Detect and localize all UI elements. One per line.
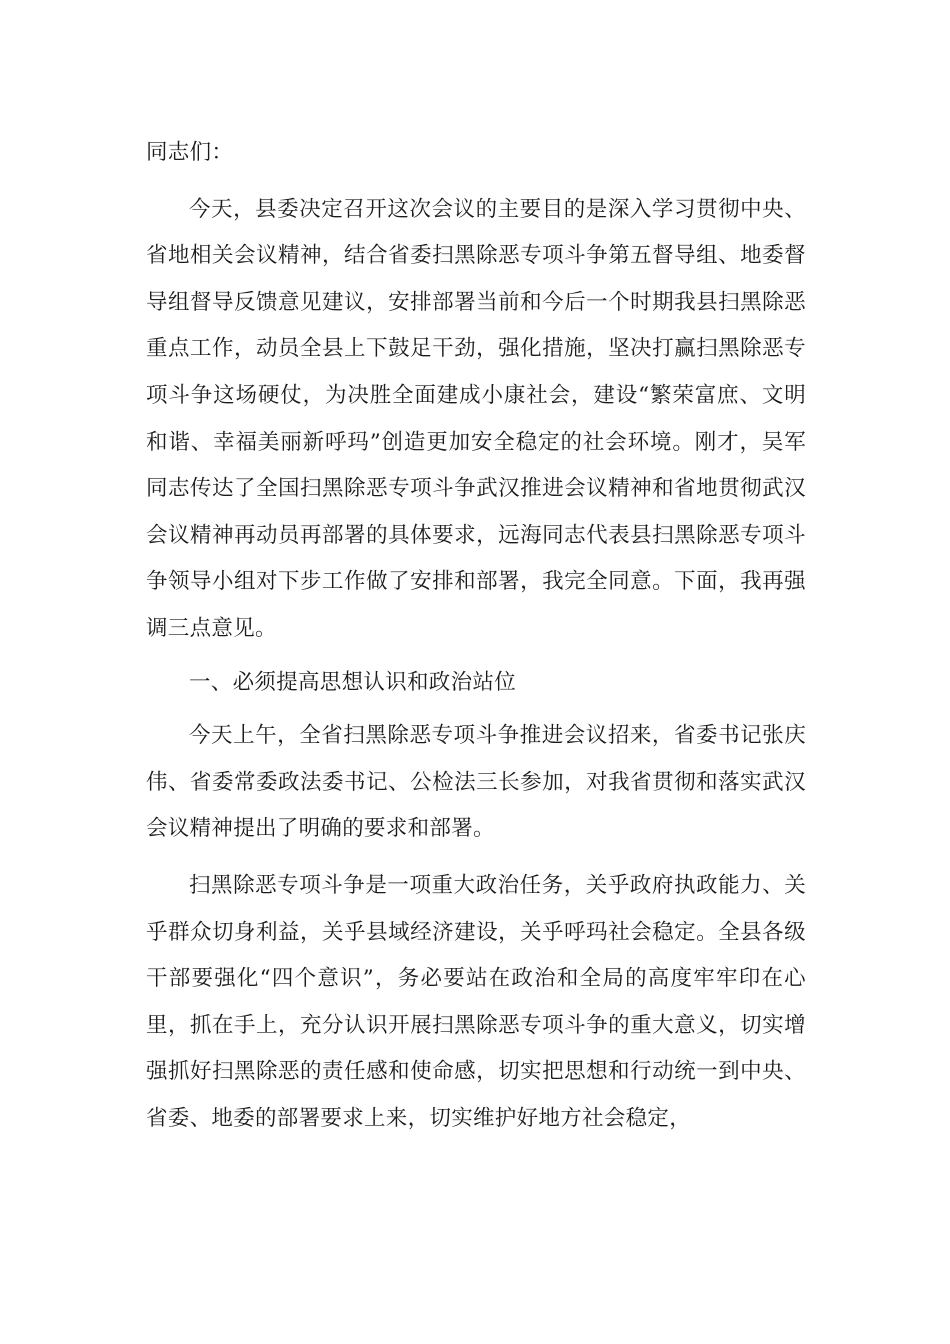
- paragraph-opening: 今天，县委决定召开这次会议的主要目的是深入学习贯彻中央、省地相关会议精神，结合省委扫黑除恶专项斗争第五督导组、地委督导组督导反馈意见建议，安排部署当前和今后一个时期我县扫黑除恶重点工作，动员全县上下鼓足干劲，强化措施，坚决打赢扫黑除恶专项斗争这场硬仗，为决胜全面建成小康社会，建设“繁荣富庶、文明和谐、幸福美丽新呼玛”创造更加安全稳定的社会环境。刚才，吴军同志传达了全国扫黑除恶专项斗争武汉推进会议精神和省地贯彻武汉会议精神再动员再部署的具体要求，远海同志代表县扫黑除恶专项斗争领导小组对下步工作做了安排和部署，我完全同意。下面，我再强调三点意见。: [146, 196, 806, 641]
- section-heading-1: 一、必须提高思想认识和政治站位: [189, 669, 517, 695]
- document-body: [146, 130, 806, 1142]
- paragraph-provincial-meeting: 今天上午，全省扫黑除恶专项斗争推进会议招来，省委书记张庆伟、省委常委政法委书记、公检法三长参加，对我省贯彻和落实武汉会议精神提出了明确的要求和部署。: [146, 723, 806, 842]
- paragraph-political-task: 扫黑除恶专项斗争是一项重大政治任务，关乎政府执政能力、关乎群众切身利益，关乎县域经济建设，关乎呼玛社会稳定。全县各级干部要强化“四个意识”，务必要站在政治和全局的高度牢牢印在心里，抓在手上，充分认识开展扫黑除恶专项斗争的重大意义，切实增强抓好扫黑除恶的责任感和使命感，切实把思想和行动统一到中央、省委、地委的部署要求上来，切实维护好地方社会稳定，: [146, 872, 806, 1131]
- salutation: 同志们：: [146, 140, 234, 165]
